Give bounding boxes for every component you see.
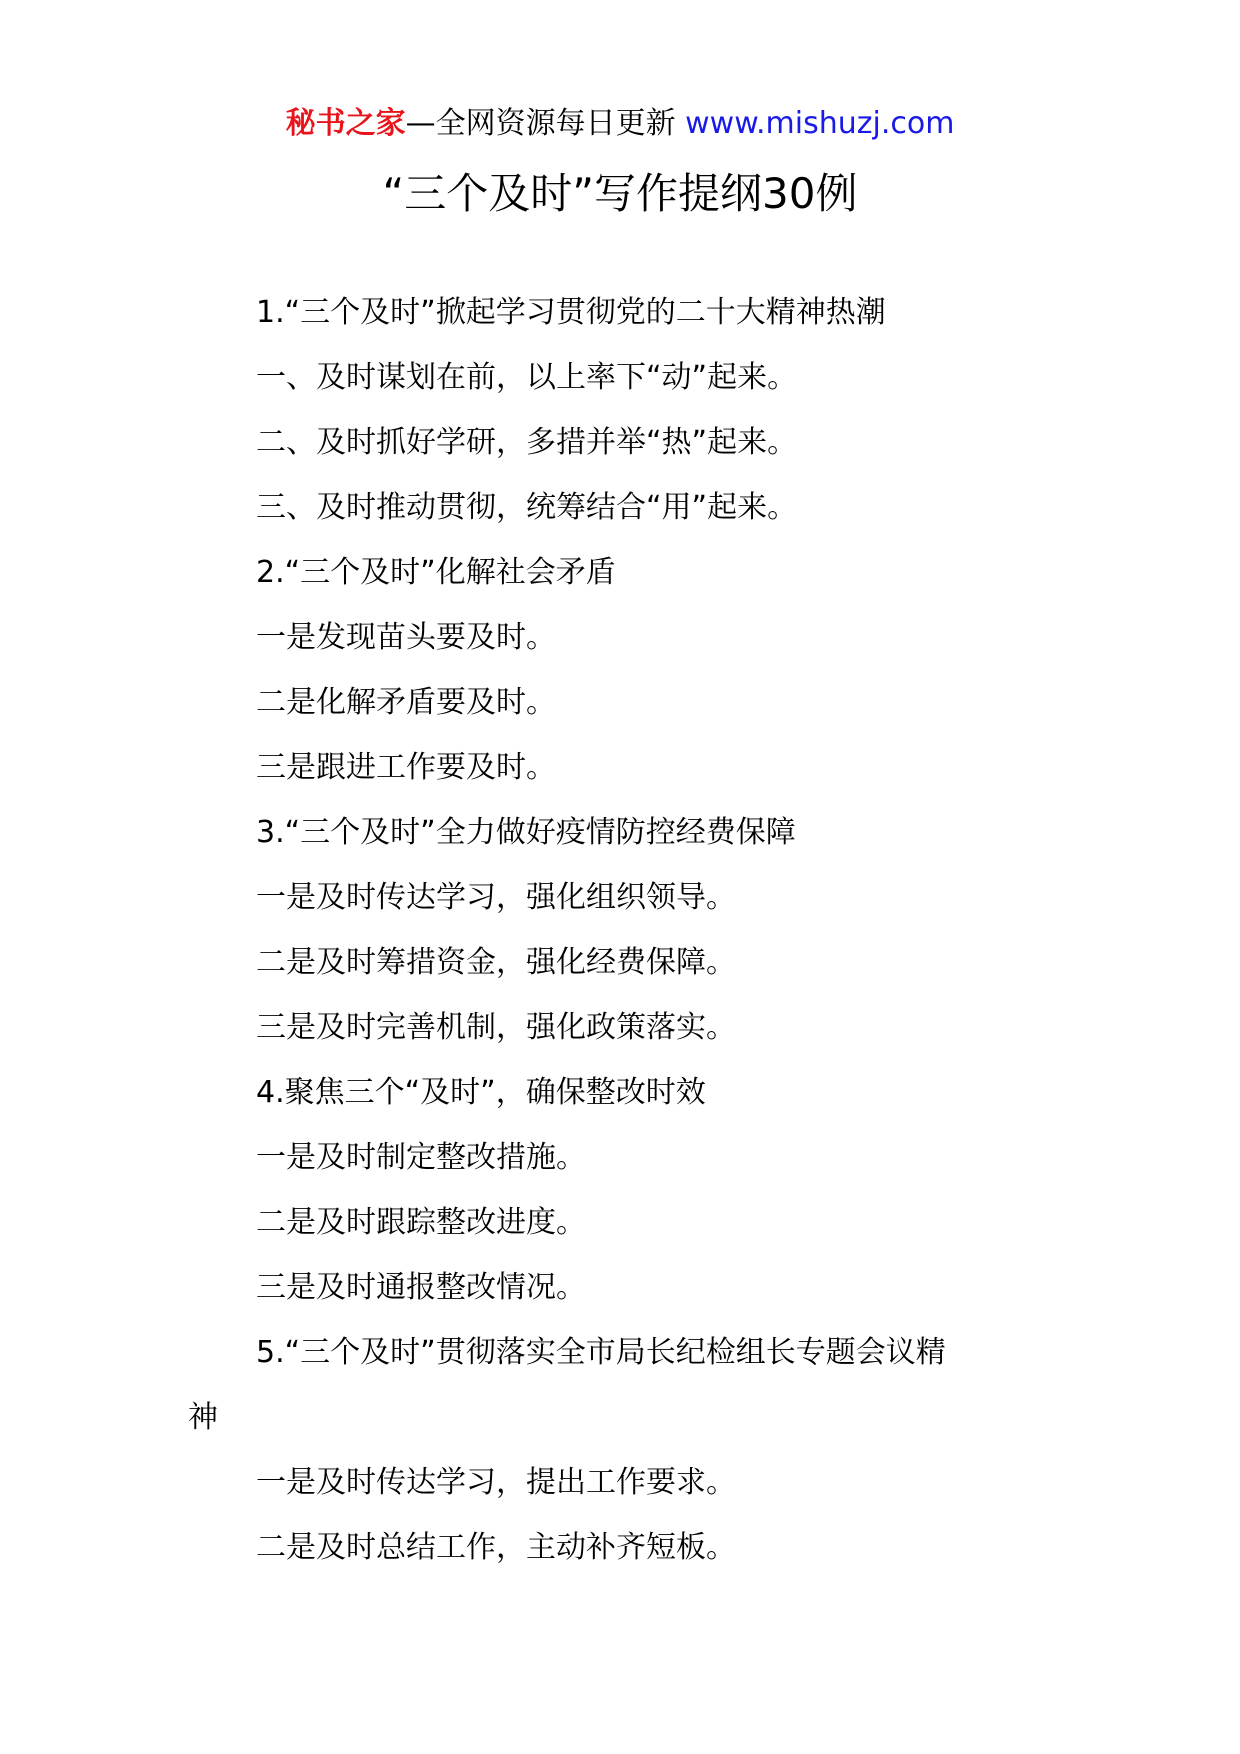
document-title: “三个及时”写作提纲30例: [382, 169, 858, 218]
section-heading: 4.聚焦三个“及时”，确保整改时效: [256, 1075, 706, 1110]
outline-item: 二、及时抓好学研，多措并举“热”起来。: [256, 425, 798, 460]
outline-item: 二是及时筹措资金，强化经费保障。: [256, 945, 736, 980]
outline-item: 一是发现苗头要及时。: [256, 620, 556, 655]
outline-item: 一是及时制定整改措施。: [256, 1140, 586, 1175]
outline-item: 一、及时谋划在前，以上率下“动”起来。: [256, 360, 798, 395]
brand-name: 秘书之家: [285, 106, 406, 141]
outline-item: 三是及时通报整改情况。: [256, 1270, 586, 1305]
outline-item: 一是及时传达学习，强化组织领导。: [256, 880, 736, 915]
outline-item: 三是及时完善机制，强化政策落实。: [256, 1010, 736, 1045]
section-heading: 2.“三个及时”化解社会矛盾: [256, 555, 616, 590]
site-header: [0, 104, 1240, 144]
outline-item: 一是及时传达学习，提出工作要求。: [256, 1465, 736, 1500]
outline-item: 二是化解矛盾要及时。: [256, 685, 556, 720]
outline-item: 二是及时跟踪整改进度。: [256, 1205, 586, 1240]
document-body: [188, 294, 1058, 1594]
outline-item: 三、及时推动贯彻，统筹结合“用”起来。: [256, 490, 798, 525]
section-heading: 1.“三个及时”掀起学习贯彻党的二十大精神热潮: [256, 295, 886, 330]
section-heading: 5.“三个及时”贯彻落实全市局长纪检组长专题会议精: [256, 1335, 946, 1370]
section-heading-continuation: 神: [188, 1400, 218, 1435]
header-tagline: —全网资源每日更新: [405, 106, 686, 141]
site-url-link[interactable]: www.mishuzj.com: [685, 106, 955, 141]
section-heading: 3.“三个及时”全力做好疫情防控经费保障: [256, 815, 796, 850]
outline-item: 二是及时总结工作，主动补齐短板。: [256, 1530, 736, 1565]
outline-item: 三是跟进工作要及时。: [256, 750, 556, 785]
